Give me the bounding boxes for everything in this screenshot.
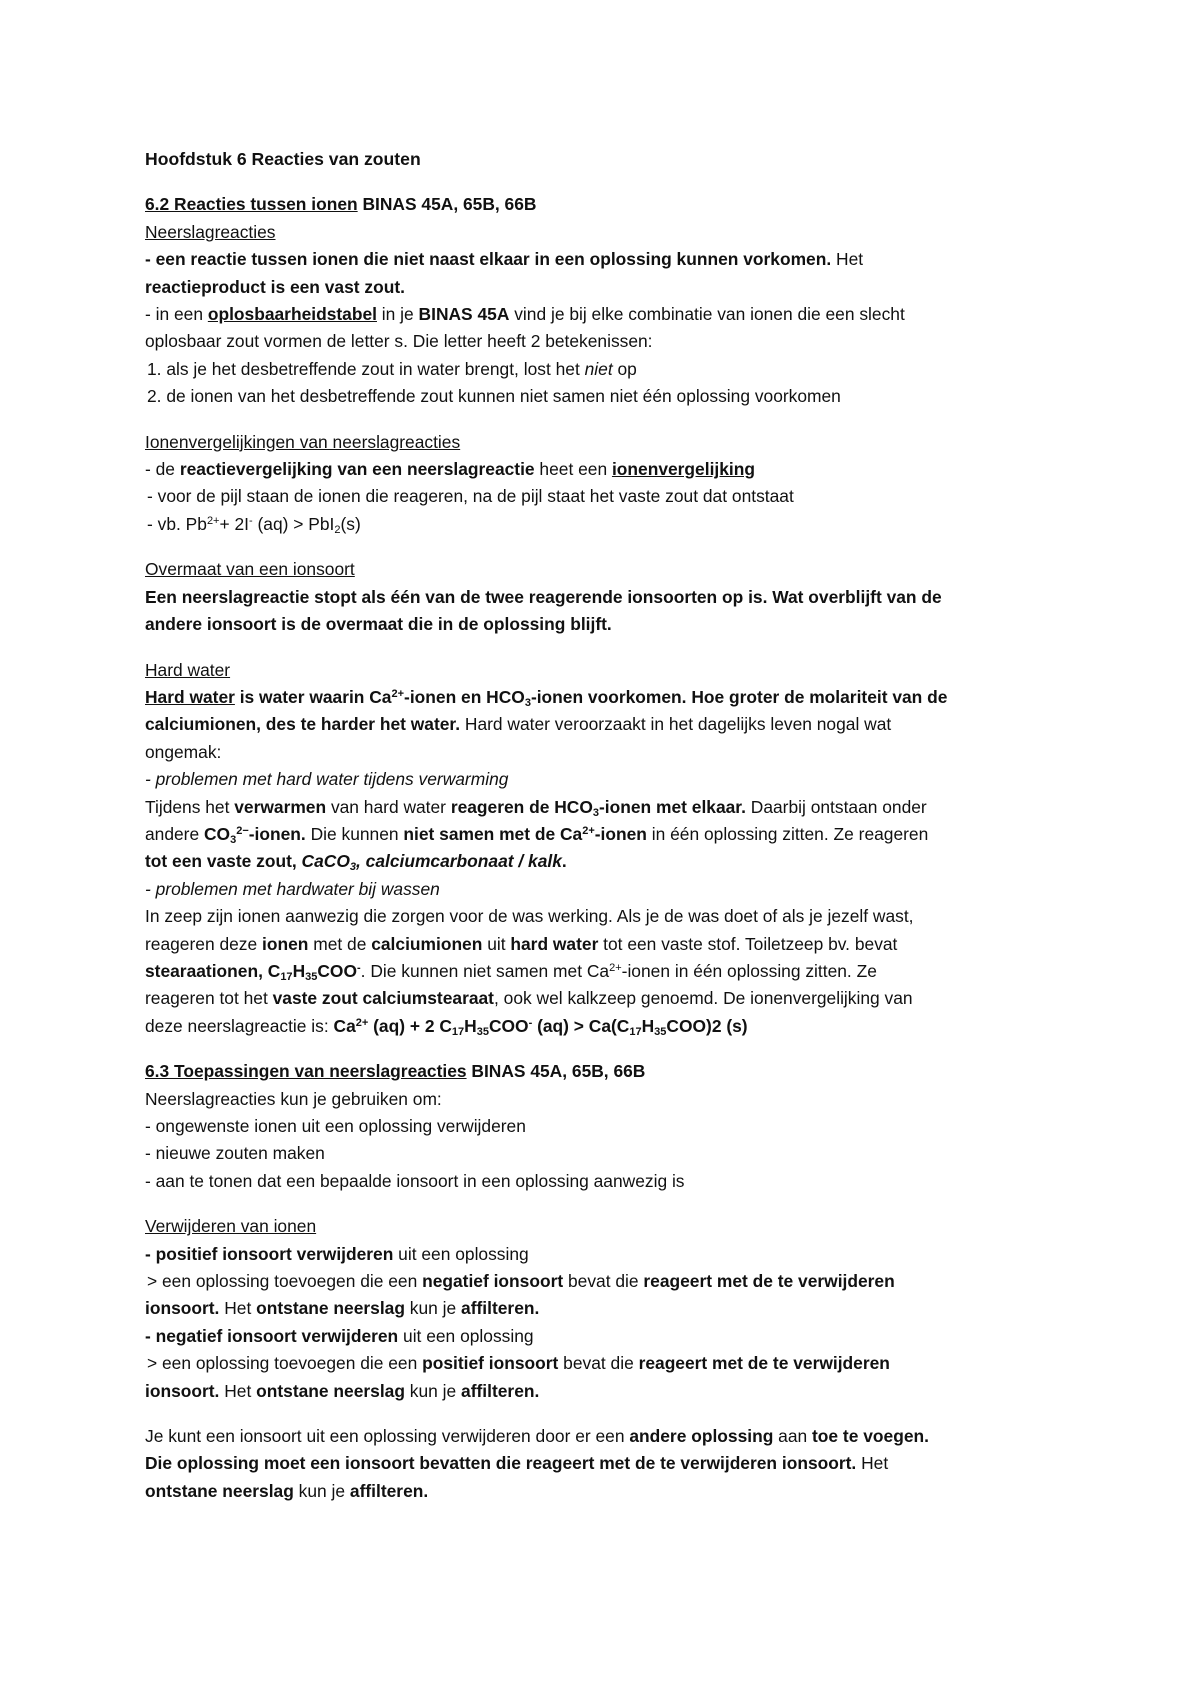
paragraph-line: stearaationen, $C_{17}H_{35}COO^-$. Die kunnen niet samen met $Ca^{2+}$-ionen in één oplossing zitten. Ze [145, 960, 877, 983]
section-6-2-heading: 6.2 Reacties tussen ionen BINAS 45A, 65B, 66B [145, 194, 537, 215]
paragraph-line: andere $CO_3^{2-}$-ionen. Die kunnen niet samen met de $Ca^{2+}$-ionen in één oplossing zitten. Ze reageren [145, 823, 929, 846]
paragraph-line: - de reactievergelijking van een neerslagreactie heet een ionenvergelijking [145, 459, 755, 480]
paragraph-line: Een neerslagreactie stopt als één van de twee reagerende ionsoorten op is. Wat overblijft van de [145, 586, 942, 607]
paragraph-line: andere ionsoort is de overmaat die in de oplossing blijft. [145, 614, 612, 635]
list-item: 1. als je het desbetreffende zout in water brengt, lost het niet op [147, 358, 637, 379]
list-item: 2. de ionen van het desbetreffende zout kunnen niet samen niet één oplossing voorkomen [147, 386, 841, 407]
paragraph-line: Tijdens het verwarmen van hard water reageren de $HCO_3$-ionen met elkaar. Daarbij ontstaan onder [145, 796, 927, 819]
paragraph-line: Hard water is water waarin $Ca^{2+}$-ionen en $HCO_3$-ionen voorkomen. Hoe groter de molariteit van de [145, 686, 948, 709]
subheading-neerslagreacties: Neerslagreacties [145, 221, 276, 242]
paragraph-line: - een reactie tussen ionen die niet naast elkaar in een oplossing kunnen vorkomen. Het [145, 249, 864, 270]
paragraph-line: - problemen met hard water tijdens verwarming [145, 769, 509, 790]
paragraph-line: reageren tot het vaste zout calciumstearaat, ook wel kalkzeep genoemd. De ionenvergelijking van [145, 988, 913, 1009]
example-equation: - vb. $Pb^{2+}+ 2I^-$ (aq) > PbI$_2$(s) [147, 513, 361, 536]
paragraph-line: calciumionen, des te harder het water. Hard water veroorzaakt in het dagelijks leven nogal wat [145, 714, 892, 735]
section-6-3-heading: 6.3 Toepassingen van neerslagreacties BINAS 45A, 65B, 66B [145, 1061, 646, 1082]
paragraph-line: Die oplossing moet een ionsoort bevatten die reageert met de te verwijderen ionsoort. Het [145, 1453, 889, 1474]
paragraph-line: ionsoort. Het ontstane neerslag kun je affilteren. [145, 1298, 540, 1319]
list-item: - ongewenste ionen uit een oplossing verwijderen [145, 1116, 526, 1136]
ionic-equation-line: deze neerslagreactie is: $Ca^{2+}$ (aq) + 2 $C_{17}H_{35}COO^-$ $(aq) > Ca(C_{17}H_{35}COO)2$ (s) [145, 1015, 748, 1038]
document-title: Hoofdstuk 6 Reacties van zouten [145, 149, 421, 169]
paragraph-line: ionsoort. Het ontstane neerslag kun je affilteren. [145, 1380, 540, 1401]
subheading-hard-water: Hard water [145, 659, 231, 680]
paragraph-line: - negatief ionsoort verwijderen uit een oplossing [145, 1325, 534, 1346]
paragraph-line: Neerslagreacties kun je gebruiken om: [145, 1088, 442, 1109]
list-item: - aan te tonen dat een bepaalde ionsoort in een oplossing aanwezig is [145, 1170, 685, 1191]
subheading-ionenvergelijkingen: Ionenvergelijkingen van neerslagreacties [145, 431, 461, 452]
paragraph-line: In zeep zijn ionen aanwezig die zorgen voor de was werking. Als je de was doet of als je jezelf wast, [145, 906, 914, 927]
paragraph-line: - in een oplosbaarheidstabel in je BINAS 45A vind je bij elke combinatie van ionen die een slecht [145, 304, 905, 325]
paragraph-line: reageren deze ionen met de calciumionen uit hard water tot een vaste stof. Toiletzeep bv. bevat [145, 933, 898, 954]
paragraph-line: > een oplossing toevoegen die een positief ionsoort bevat die reageert met de te verwijderen [147, 1353, 890, 1374]
paragraph-line: ontstane neerslag kun je affilteren. [145, 1480, 429, 1501]
paragraph-line: - positief ionsoort verwijderen uit een oplossing [145, 1243, 529, 1264]
paragraph-line: reactieproduct is een vast zout. [145, 276, 405, 297]
subheading-overmaat: Overmaat van een ionsoort [145, 559, 355, 580]
paragraph-line: oplosbaar zout vormen de letter s. Die letter heeft 2 betekenissen: [145, 331, 653, 352]
paragraph-line: - voor de pijl staan de ionen die reageren, na de pijl staat het vaste zout dat ontstaat [147, 486, 794, 507]
paragraph-line: ongemak: [145, 741, 222, 762]
paragraph-line: > een oplossing toevoegen die een negatief ionsoort bevat die reageert met de te verwijderen [147, 1271, 895, 1292]
paragraph-line: Je kunt een ionsoort uit een oplossing verwijderen door er een andere oplossing aan toe te voegen. [145, 1426, 929, 1447]
subheading-verwijderen: Verwijderen van ionen [145, 1216, 317, 1237]
paragraph-line: - problemen met hardwater bij wassen [145, 878, 440, 899]
list-item: - nieuwe zouten maken [145, 1143, 325, 1164]
paragraph-line: tot een vaste zout, CaCO$_3$, calciumcarbonaat / kalk. [145, 851, 567, 874]
